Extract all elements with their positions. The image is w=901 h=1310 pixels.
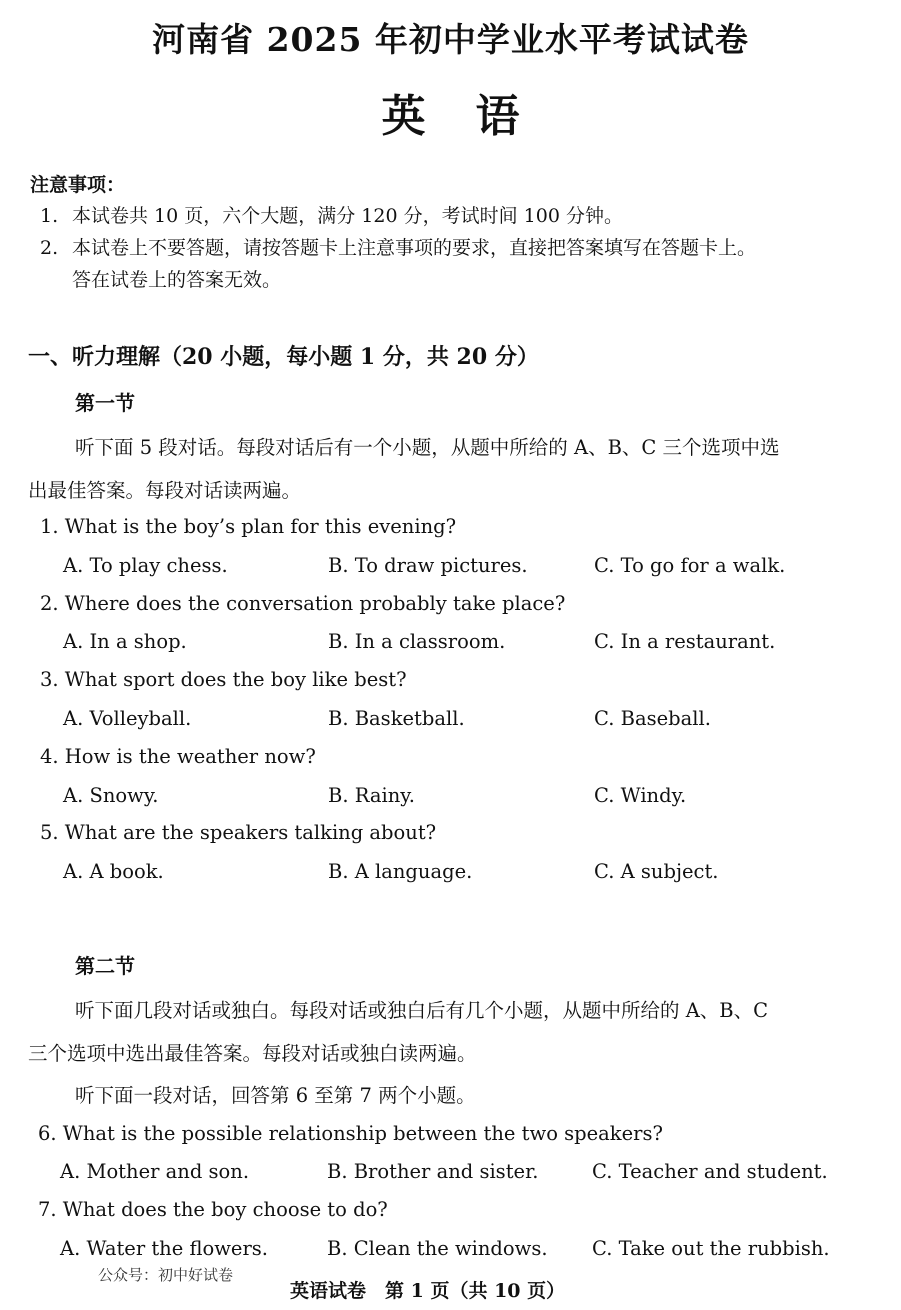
question-stem: 3. What sport does the boy like best? — [40, 668, 407, 691]
notice-item-text: 本试卷上不要答题，请按答题卡上注意事项的要求，直接把答案填写在答题卡上。 — [72, 237, 757, 259]
option-b: B. Clean the windows. — [327, 1237, 548, 1260]
section-heading: 一、听力理解（20 小题，每小题 1 分，共 20 分） — [28, 344, 539, 370]
option-c: C. Baseball. — [594, 707, 711, 730]
option-c: C. A subject. — [594, 860, 719, 883]
notice-item — [40, 233, 756, 260]
part-heading: 第一节 — [75, 391, 135, 415]
option-a: A. Mother and son. — [60, 1160, 250, 1183]
option-c: C. In a restaurant. — [594, 630, 776, 653]
instruction-line: 听下面几段对话或独白。每段对话或独白后有几个小题，从题中所给的 A、B、C — [75, 999, 769, 1022]
part-heading: 第二节 — [75, 954, 135, 978]
option-a: A. In a shop. — [63, 630, 187, 653]
instruction-line: 出最佳答案。每段对话读两遍。 — [28, 479, 302, 502]
option-b: B. Basketball. — [328, 707, 465, 730]
notice-heading: 注意事项： — [30, 174, 126, 196]
option-b: B. A language. — [328, 860, 473, 883]
instruction-line: 听下面 5 段对话。每段对话后有一个小题，从题中所给的 A、B、C 三个选项中选 — [75, 436, 780, 459]
subject-title: 英语 — [381, 91, 570, 142]
question-stem: 1. What is the boy’s plan for this evening? — [40, 515, 457, 538]
option-a: A. To play chess. — [63, 554, 228, 577]
notice-item-text: 本试卷共 10 页，六个大题，满分 120 分，考试时间 100 分钟。 — [72, 205, 623, 227]
option-b: B. Rainy. — [328, 784, 415, 807]
page-footer: 英语试卷 第 1 页（共 10 页） — [290, 1280, 566, 1302]
option-b: B. To draw pictures. — [328, 554, 528, 577]
sub-instruction: 听下面一段对话，回答第 6 至第 7 两个小题。 — [75, 1084, 476, 1107]
option-a: A. Water the flowers. — [60, 1237, 268, 1260]
question-stem: 2. Where does the conversation probably take place? — [40, 592, 566, 615]
question-stem: 7. What does the boy choose to do? — [38, 1198, 388, 1221]
option-c: C. Take out the rubbish. — [592, 1237, 830, 1260]
exam-title: 河南省 2025 年初中学业水平考试试卷 — [152, 20, 749, 59]
option-b: B. Brother and sister. — [327, 1160, 539, 1183]
question-stem: 5. What are the speakers talking about? — [40, 821, 437, 844]
question-stem: 4. How is the weather now? — [40, 745, 316, 768]
wechat-watermark: 公众号：初中好试卷 — [98, 1266, 234, 1284]
notice-item-number: 2. — [40, 237, 59, 259]
instruction-line: 三个选项中选出最佳答案。每段对话或独白读两遍。 — [28, 1042, 477, 1065]
option-a: A. A book. — [63, 860, 164, 883]
notice-item-number: 1. — [40, 205, 59, 227]
option-a: A. Volleyball. — [63, 707, 192, 730]
notice-item-continuation: 答在试卷上的答案无效。 — [72, 269, 282, 291]
option-c: C. Teacher and student. — [592, 1160, 828, 1183]
option-c: C. To go for a walk. — [594, 554, 786, 577]
question-stem: 6. What is the possible relationship between the two speakers? — [38, 1122, 663, 1145]
option-b: B. In a classroom. — [328, 630, 506, 653]
notice-item — [40, 201, 623, 228]
option-a: A. Snowy. — [63, 784, 159, 807]
option-c: C. Windy. — [594, 784, 687, 807]
